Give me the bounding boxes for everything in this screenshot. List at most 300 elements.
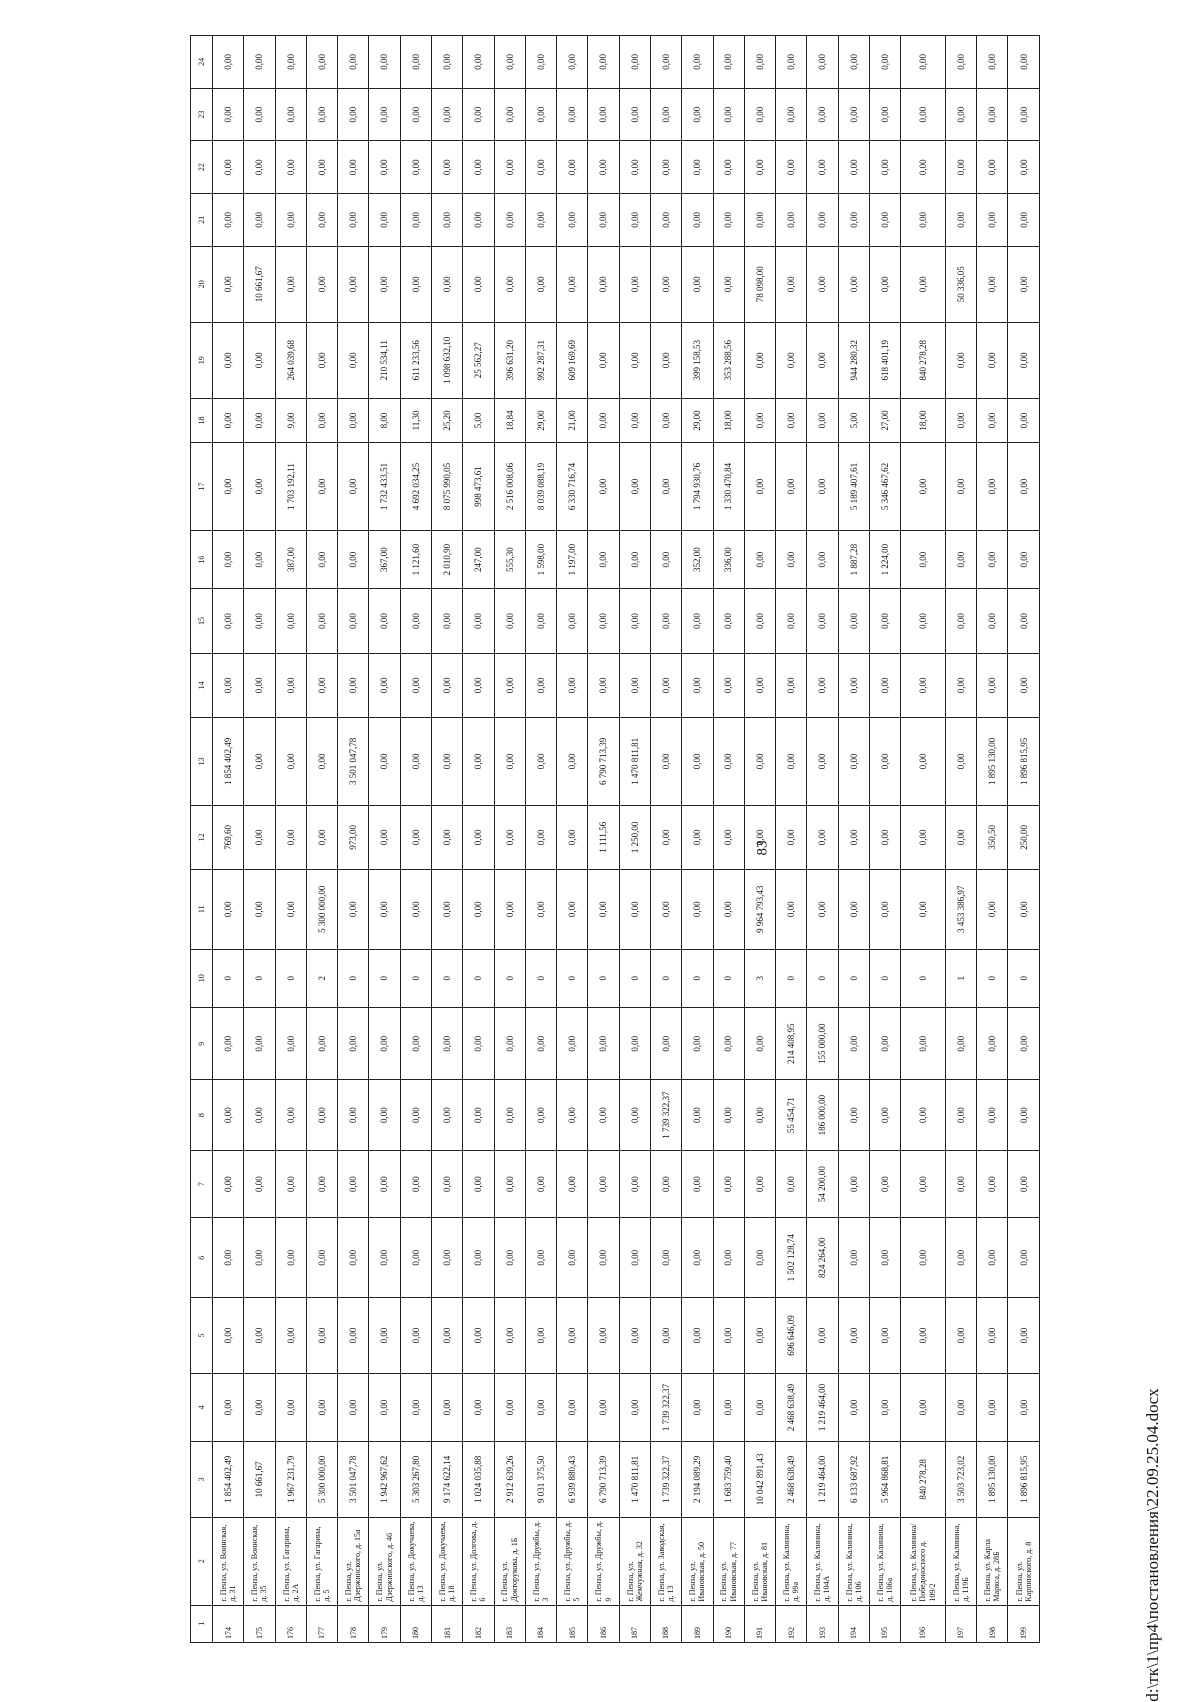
column-header: 4 (191, 1374, 213, 1442)
value-cell: 0,00 (463, 1150, 494, 1218)
value-cell: 0,00 (869, 36, 900, 89)
value-cell: 0,00 (977, 589, 1008, 653)
value-cell: 0,00 (338, 246, 369, 322)
table-row (869, 36, 900, 1643)
value-cell: 0,00 (682, 194, 713, 247)
column-header: 16 (191, 530, 213, 588)
value-cell: 0,00 (338, 443, 369, 531)
value-cell: 0,00 (431, 36, 462, 89)
table-row (901, 36, 946, 1643)
value-cell: 0,00 (213, 1298, 244, 1374)
value-cell: 0,00 (869, 246, 900, 322)
value-cell: 25 562,27 (463, 322, 494, 398)
value-cell: 0,00 (945, 805, 976, 869)
value-cell: 1 887,28 (838, 530, 869, 588)
value-cell: 1 121,60 (400, 530, 431, 588)
value-cell: 2 (306, 949, 337, 1007)
value-cell: 0,00 (431, 1150, 462, 1218)
value-cell: 0,00 (807, 653, 838, 717)
value-cell: 0,00 (977, 322, 1008, 398)
value-cell: 0,00 (713, 36, 744, 89)
value-cell: 352,00 (682, 530, 713, 588)
value-cell: 0,00 (463, 717, 494, 805)
value-cell: 0,00 (431, 589, 462, 653)
table-row (431, 36, 462, 1643)
value-cell: 0,00 (588, 1298, 619, 1374)
value-cell: 0,00 (776, 194, 807, 247)
table-row (682, 36, 713, 1643)
value-cell: 0,00 (713, 1374, 744, 1442)
value-cell: 29,00 (525, 398, 556, 442)
value-cell: 11,30 (400, 398, 431, 442)
value-cell: 0 (838, 949, 869, 1007)
value-cell: 6 939 880,43 (557, 1441, 588, 1517)
value-cell: 0,00 (494, 1218, 525, 1298)
value-cell: 0 (431, 949, 462, 1007)
value-cell: 0,00 (744, 1298, 775, 1374)
address-cell: г. Пенза, ул. Калинина, д. 99а (776, 1517, 807, 1605)
value-cell: 0,00 (494, 869, 525, 949)
value-cell: 0,00 (682, 1218, 713, 1298)
value-cell: 0,00 (838, 589, 869, 653)
value-cell: 0,00 (244, 1374, 275, 1442)
value-cell: 0,00 (869, 869, 900, 949)
value-cell: 0,00 (400, 1218, 431, 1298)
value-cell: 0,00 (713, 805, 744, 869)
value-cell: 0,00 (338, 194, 369, 247)
value-cell: 0,00 (244, 1218, 275, 1298)
value-cell: 0,00 (744, 398, 775, 442)
value-cell: 0,00 (525, 1298, 556, 1374)
value-cell: 0,00 (244, 653, 275, 717)
value-cell: 0,00 (431, 717, 462, 805)
value-cell: 0,00 (901, 194, 946, 247)
value-cell: 8 075 990,05 (431, 443, 462, 531)
value-cell: 0,00 (588, 1374, 619, 1442)
table-row (1008, 36, 1040, 1643)
value-cell: 0,00 (557, 1298, 588, 1374)
value-cell: 0,00 (275, 1080, 306, 1150)
table-row (619, 36, 650, 1643)
value-cell: 0,00 (977, 653, 1008, 717)
value-cell: 0,00 (744, 530, 775, 588)
value-cell: 18,00 (901, 398, 946, 442)
value-cell: 998 473,61 (463, 443, 494, 531)
value-cell: 0,00 (776, 322, 807, 398)
value-cell: 0,00 (306, 443, 337, 531)
value-cell: 5,00 (463, 398, 494, 442)
value-cell: 0,00 (977, 869, 1008, 949)
value-cell: 0,00 (525, 194, 556, 247)
value-cell: 0,00 (682, 869, 713, 949)
value-cell: 0,00 (494, 141, 525, 194)
value-cell: 0,00 (744, 717, 775, 805)
value-cell: 0,00 (369, 1007, 400, 1080)
value-cell: 0,00 (494, 1298, 525, 1374)
value-cell: 0,00 (431, 869, 462, 949)
value-cell: 0,00 (369, 1080, 400, 1150)
column-header: 20 (191, 246, 213, 322)
value-cell: 0,00 (557, 1218, 588, 1298)
value-cell: 0,00 (338, 869, 369, 949)
value-cell: 0,00 (306, 88, 337, 141)
value-cell: 0,00 (977, 1080, 1008, 1150)
value-cell: 0,00 (275, 246, 306, 322)
value-cell: 0,00 (1008, 36, 1040, 89)
value-cell: 840 278,28 (901, 1441, 946, 1517)
value-cell: 0,00 (1008, 398, 1040, 442)
value-cell: 2 468 638,49 (776, 1374, 807, 1442)
value-cell: 0,00 (1008, 1007, 1040, 1080)
value-cell: 353 288,56 (713, 322, 744, 398)
value-cell: 0,00 (682, 717, 713, 805)
value-cell: 0,00 (400, 869, 431, 949)
row-number-cell: 190 (713, 1605, 744, 1642)
address-cell: г. Пенза, ул. Докторукова, д. 1Б (494, 1517, 525, 1605)
value-cell: 0,00 (682, 1007, 713, 1080)
value-cell: 1 502 128,74 (776, 1218, 807, 1298)
value-cell: 0,00 (682, 653, 713, 717)
value-cell: 0,00 (838, 246, 869, 322)
value-cell: 0,00 (776, 717, 807, 805)
page-number: 83 (754, 840, 771, 856)
value-cell: 0,00 (463, 1080, 494, 1150)
value-cell: 0,00 (869, 1150, 900, 1218)
address-cell: г. Пенза, ул. Докучаева, д. 18 (431, 1517, 462, 1605)
row-number-cell: 185 (557, 1605, 588, 1642)
value-cell: 0,00 (306, 530, 337, 588)
value-cell: 0,00 (807, 443, 838, 531)
value-cell: 0,00 (650, 589, 681, 653)
value-cell: 0,00 (838, 1150, 869, 1218)
address-cell: г. Пенза, ул. Гагарина, д. 2А (275, 1517, 306, 1605)
value-cell: 0,00 (619, 1298, 650, 1374)
value-cell: 0,00 (213, 1150, 244, 1218)
value-cell: 0,00 (338, 1150, 369, 1218)
value-cell: 0,00 (588, 530, 619, 588)
value-cell: 0,00 (213, 141, 244, 194)
value-cell: 0,00 (713, 194, 744, 247)
value-cell: 0,00 (682, 36, 713, 89)
value-cell: 618 401,19 (869, 322, 900, 398)
value-cell: 0,00 (1008, 194, 1040, 247)
value-cell: 50 336,05 (945, 246, 976, 322)
row-number-cell: 180 (400, 1605, 431, 1642)
value-cell: 0,00 (901, 1298, 946, 1374)
value-cell: 0 (275, 949, 306, 1007)
value-cell: 0,00 (977, 1007, 1008, 1080)
value-cell: 0,00 (494, 36, 525, 89)
value-cell: 0,00 (901, 717, 946, 805)
value-cell: 3 501 047,78 (338, 1441, 369, 1517)
value-cell: 0,00 (776, 141, 807, 194)
value-cell: 0,00 (838, 717, 869, 805)
value-cell: 0,00 (619, 530, 650, 588)
value-cell: 0,00 (525, 589, 556, 653)
value-cell: 0,00 (557, 1007, 588, 1080)
value-cell: 18,84 (494, 398, 525, 442)
value-cell: 0,00 (306, 653, 337, 717)
value-cell: 0,00 (744, 88, 775, 141)
row-number-cell: 178 (338, 1605, 369, 1642)
value-cell: 0,00 (977, 1218, 1008, 1298)
value-cell: 0,00 (494, 1374, 525, 1442)
value-cell: 0,00 (494, 805, 525, 869)
value-cell: 0,00 (1008, 653, 1040, 717)
value-cell: 10 661,67 (244, 1441, 275, 1517)
value-cell: 6 330 716,74 (557, 443, 588, 531)
value-cell: 0,00 (744, 589, 775, 653)
value-cell: 0,00 (682, 141, 713, 194)
value-cell: 1 224,00 (869, 530, 900, 588)
value-cell: 5 189 407,61 (838, 443, 869, 531)
value-cell: 0,00 (494, 1080, 525, 1150)
value-cell: 5 964 868,81 (869, 1441, 900, 1517)
column-header: 10 (191, 949, 213, 1007)
value-cell: 0,00 (713, 589, 744, 653)
value-cell: 0,00 (557, 194, 588, 247)
column-header: 3 (191, 1441, 213, 1517)
value-cell: 0,00 (306, 1150, 337, 1218)
value-cell: 0,00 (557, 805, 588, 869)
value-cell: 29,00 (682, 398, 713, 442)
value-cell: 0,00 (1008, 1374, 1040, 1442)
value-cell: 0 (338, 949, 369, 1007)
value-cell: 0,00 (619, 322, 650, 398)
value-cell: 1 250,00 (619, 805, 650, 869)
row-number-cell: 197 (945, 1605, 976, 1642)
value-cell: 0,00 (244, 141, 275, 194)
value-cell: 0,00 (400, 1374, 431, 1442)
value-cell: 0,00 (650, 1150, 681, 1218)
value-cell: 1 895 130,00 (977, 1441, 1008, 1517)
value-cell: 0,00 (463, 1374, 494, 1442)
value-cell: 0,00 (338, 1080, 369, 1150)
value-cell: 0,00 (588, 1218, 619, 1298)
value-cell: 0,00 (588, 443, 619, 531)
value-cell: 0,00 (619, 398, 650, 442)
value-cell: 0,00 (682, 1150, 713, 1218)
value-cell: 0,00 (650, 717, 681, 805)
value-cell: 367,00 (369, 530, 400, 588)
value-cell: 0,00 (275, 653, 306, 717)
value-cell: 0,00 (588, 869, 619, 949)
value-cell: 0,00 (588, 1080, 619, 1150)
value-cell: 0,00 (744, 1007, 775, 1080)
value-cell: 0,00 (807, 869, 838, 949)
value-cell: 0,00 (713, 1298, 744, 1374)
value-cell: 0,00 (744, 653, 775, 717)
value-cell: 0,00 (431, 246, 462, 322)
value-cell: 0,00 (1008, 88, 1040, 141)
value-cell: 0,00 (525, 653, 556, 717)
value-cell: 387,00 (275, 530, 306, 588)
address-cell: г. Пенза, ул. Долгова, д. 6 (463, 1517, 494, 1605)
value-cell: 0,00 (945, 717, 976, 805)
value-cell: 0 (400, 949, 431, 1007)
value-cell: 1 598,00 (525, 530, 556, 588)
row-number-cell: 195 (869, 1605, 900, 1642)
register-table (190, 35, 1040, 1643)
value-cell: 0,00 (807, 1298, 838, 1374)
value-cell: 0,00 (650, 1298, 681, 1374)
value-cell: 0 (619, 949, 650, 1007)
value-cell: 0,00 (525, 1080, 556, 1150)
value-cell: 0,00 (650, 398, 681, 442)
value-cell: 0,00 (400, 194, 431, 247)
address-cell: г. Пенза, ул. Дзержинского, д. 46 (369, 1517, 400, 1605)
value-cell: 0,00 (977, 1150, 1008, 1218)
value-cell: 0,00 (463, 246, 494, 322)
value-cell: 0,00 (213, 194, 244, 247)
value-cell: 0,00 (244, 1298, 275, 1374)
value-cell: 0,00 (977, 530, 1008, 588)
value-cell: 0,00 (713, 1150, 744, 1218)
value-cell: 0,00 (977, 1298, 1008, 1374)
column-header: 15 (191, 589, 213, 653)
value-cell: 0,00 (213, 1218, 244, 1298)
value-cell: 0,00 (306, 141, 337, 194)
table-row (744, 36, 775, 1643)
value-cell: 0,00 (945, 443, 976, 531)
value-cell: 0,00 (213, 322, 244, 398)
value-cell: 1 683 759,40 (713, 1441, 744, 1517)
value-cell: 0,00 (619, 246, 650, 322)
value-cell: 0,00 (338, 1218, 369, 1298)
value-cell: 0,00 (869, 1374, 900, 1442)
value-cell: 0,00 (463, 88, 494, 141)
value-cell: 0,00 (945, 653, 976, 717)
value-cell: 0,00 (588, 322, 619, 398)
value-cell: 54 200,00 (807, 1150, 838, 1218)
value-cell: 0,00 (557, 141, 588, 194)
value-cell: 0,00 (807, 589, 838, 653)
value-cell: 18,00 (713, 398, 744, 442)
value-cell: 0,00 (463, 1007, 494, 1080)
value-cell: 973,00 (338, 805, 369, 869)
value-cell: 0,00 (431, 194, 462, 247)
value-cell: 0,00 (338, 530, 369, 588)
row-number-cell: 187 (619, 1605, 650, 1642)
value-cell: 0 (650, 949, 681, 1007)
value-cell: 0,00 (838, 141, 869, 194)
value-cell: 0,00 (619, 88, 650, 141)
value-cell: 0,00 (431, 1218, 462, 1298)
value-cell: 0,00 (869, 653, 900, 717)
value-cell: 0,00 (650, 1007, 681, 1080)
value-cell: 0,00 (869, 1298, 900, 1374)
value-cell: 0,00 (338, 653, 369, 717)
value-cell: 0,00 (306, 194, 337, 247)
table-row (838, 36, 869, 1643)
value-cell: 992 287,31 (525, 322, 556, 398)
row-number-cell: 192 (776, 1605, 807, 1642)
value-cell: 0,00 (945, 1374, 976, 1442)
value-cell: 0 (713, 949, 744, 1007)
value-cell: 0,00 (650, 653, 681, 717)
column-header: 11 (191, 869, 213, 949)
column-header: 14 (191, 653, 213, 717)
table-row (557, 36, 588, 1643)
value-cell: 247,00 (463, 530, 494, 588)
value-cell: 0,00 (682, 1374, 713, 1442)
value-cell: 1 739 322,37 (650, 1080, 681, 1150)
footer-file-path: d:\тк\1\пр4\постановления\22.09.25.04.docx (1143, 1388, 1162, 1702)
column-header: 5 (191, 1298, 213, 1374)
value-cell: 0,00 (807, 322, 838, 398)
value-cell: 0,00 (945, 36, 976, 89)
value-cell: 0,00 (213, 88, 244, 141)
value-cell: 0,00 (369, 1218, 400, 1298)
value-cell: 0,00 (400, 36, 431, 89)
value-cell: 0,00 (244, 88, 275, 141)
address-cell: г. Пенза, ул. Дружбы, д. 3 (525, 1517, 556, 1605)
row-number-cell: 182 (463, 1605, 494, 1642)
table-row (807, 36, 838, 1643)
value-cell: 0,00 (306, 589, 337, 653)
value-cell: 0,00 (776, 36, 807, 89)
value-cell: 0,00 (494, 717, 525, 805)
value-cell: 0 (901, 949, 946, 1007)
value-cell: 336,00 (713, 530, 744, 588)
value-cell: 0,00 (776, 1150, 807, 1218)
address-cell: г. Пенза, ул. Воинская, д. 35 (244, 1517, 275, 1605)
value-cell: 6 133 687,92 (838, 1441, 869, 1517)
value-cell: 5 300 000,00 (306, 869, 337, 949)
value-cell: 0,00 (838, 1007, 869, 1080)
value-cell: 0,00 (525, 1218, 556, 1298)
value-cell: 0,00 (525, 1374, 556, 1442)
value-cell: 0,00 (213, 36, 244, 89)
value-cell: 0,00 (744, 1080, 775, 1150)
value-cell: 0,00 (838, 1374, 869, 1442)
value-cell: 0,00 (400, 589, 431, 653)
value-cell: 0,00 (244, 530, 275, 588)
value-cell: 0,00 (713, 1218, 744, 1298)
value-cell: 9 964 793,43 (744, 869, 775, 949)
value-cell: 0,00 (338, 398, 369, 442)
value-cell: 0,00 (619, 1150, 650, 1218)
value-cell: 0,00 (901, 443, 946, 531)
value-cell: 696 646,09 (776, 1298, 807, 1374)
value-cell: 0,00 (306, 322, 337, 398)
value-cell: 1 794 930,76 (682, 443, 713, 531)
column-header: 17 (191, 443, 213, 531)
value-cell: 0,00 (650, 530, 681, 588)
row-number-cell: 183 (494, 1605, 525, 1642)
value-cell: 78 098,00 (744, 246, 775, 322)
value-cell: 0,00 (338, 141, 369, 194)
value-cell: 0,00 (588, 653, 619, 717)
value-cell: 0,00 (213, 1007, 244, 1080)
value-cell: 0,00 (275, 805, 306, 869)
table-row (713, 36, 744, 1643)
value-cell: 0,00 (369, 589, 400, 653)
value-cell: 5 303 267,80 (400, 1441, 431, 1517)
value-cell: 0,00 (213, 530, 244, 588)
value-cell: 0,00 (306, 1080, 337, 1150)
table-row (463, 36, 494, 1643)
value-cell: 0,00 (945, 194, 976, 247)
value-cell: 0 (213, 949, 244, 1007)
value-cell: 0 (369, 949, 400, 1007)
value-cell: 55 454,71 (776, 1080, 807, 1150)
row-number-cell: 181 (431, 1605, 462, 1642)
value-cell: 0,00 (744, 1374, 775, 1442)
value-cell: 0,00 (369, 805, 400, 869)
value-cell: 0,00 (713, 246, 744, 322)
value-cell: 250,00 (1008, 805, 1040, 869)
